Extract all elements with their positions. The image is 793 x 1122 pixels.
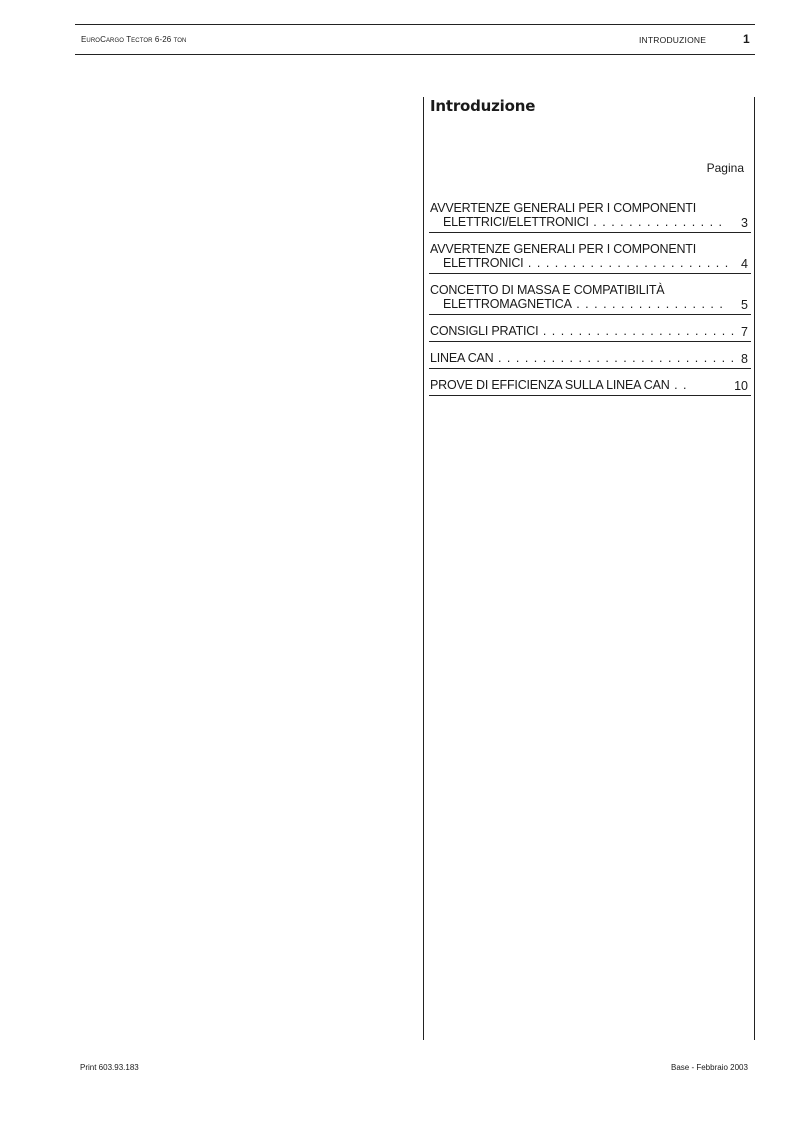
toc-entry-page: 8: [741, 352, 748, 366]
toc-entry-page: 5: [741, 298, 748, 312]
toc-entry-title: [429, 378, 751, 392]
table-of-contents: [429, 198, 751, 396]
toc-leader-dots: . . . . . . . . . . . . . . . . .: [571, 297, 724, 311]
toc-entry-title-cont: [429, 256, 751, 270]
section-name: INTRODUZIONE: [639, 35, 707, 45]
toc-leader-dots: . . . . . . . . . . . . . . . . . . . . . . . . . . .: [493, 351, 736, 365]
document-title: EuroCargo Tector 6-26 ton: [81, 35, 187, 44]
toc-entry-title-text: PROVE DI EFFICIENZA SULLA LINEA CAN: [430, 378, 670, 392]
toc-entry-page: 7: [741, 325, 748, 339]
toc-entry-title-text: AVVERTENZE GENERALI PER I COMPONENTI: [430, 242, 696, 256]
toc-entry[interactable]: [429, 315, 751, 342]
page-column-label: Pagina: [706, 161, 744, 175]
header-bottom-rule: [75, 54, 755, 55]
toc-entry-page: 3: [741, 216, 748, 230]
edition-date: Base - Febbraio 2003: [671, 1063, 748, 1072]
toc-entry-title-cont-text: ELETTROMAGNETICA: [443, 297, 572, 311]
toc-entry[interactable]: [429, 198, 751, 233]
toc-entry-title-text: CONCETTO DI MASSA E COMPATIBILITÀ: [430, 283, 665, 297]
page-title: Introduzione: [430, 97, 536, 115]
toc-entry[interactable]: [429, 233, 751, 274]
toc-leader-dots: . . . . . . . . . . . . . . . . . . . . . .: [538, 324, 736, 338]
print-code: Print 603.93.183: [80, 1063, 139, 1072]
header-top-rule: [75, 24, 755, 25]
column-right-border: [754, 97, 755, 1040]
toc-leader-dots: . . . . . . . . . . . . . . .: [588, 215, 724, 229]
toc-entry[interactable]: [429, 274, 751, 315]
page-number: 1: [743, 32, 750, 46]
toc-leader-dots: . . . . . . . . . . . . . . . . . . . . . . .: [523, 256, 730, 270]
toc-entry-title-cont-text: ELETTRICI/ELETTRONICI: [443, 215, 589, 229]
toc-entry-title-text: CONSIGLI PRATICI: [430, 324, 539, 338]
toc-entry-title: [429, 242, 751, 256]
toc-entry-page: 4: [741, 257, 748, 271]
toc-entry-title: [429, 201, 751, 215]
toc-entry-title-text: AVVERTENZE GENERALI PER I COMPONENTI: [430, 201, 696, 215]
toc-entry-page: 10: [734, 379, 748, 393]
toc-entry-title: [429, 324, 751, 338]
toc-entry-title-cont-text: ELETTRONICI: [443, 256, 524, 270]
column-left-border: [423, 97, 424, 1040]
toc-leader-dots: . .: [669, 378, 688, 392]
toc-entry-title: [429, 351, 751, 365]
toc-entry[interactable]: [429, 369, 751, 396]
toc-entry-title-cont: [429, 215, 751, 229]
toc-entry[interactable]: [429, 342, 751, 369]
toc-entry-title-text: LINEA CAN: [430, 351, 494, 365]
toc-entry-title: [429, 283, 751, 297]
toc-entry-title-cont: [429, 297, 751, 311]
